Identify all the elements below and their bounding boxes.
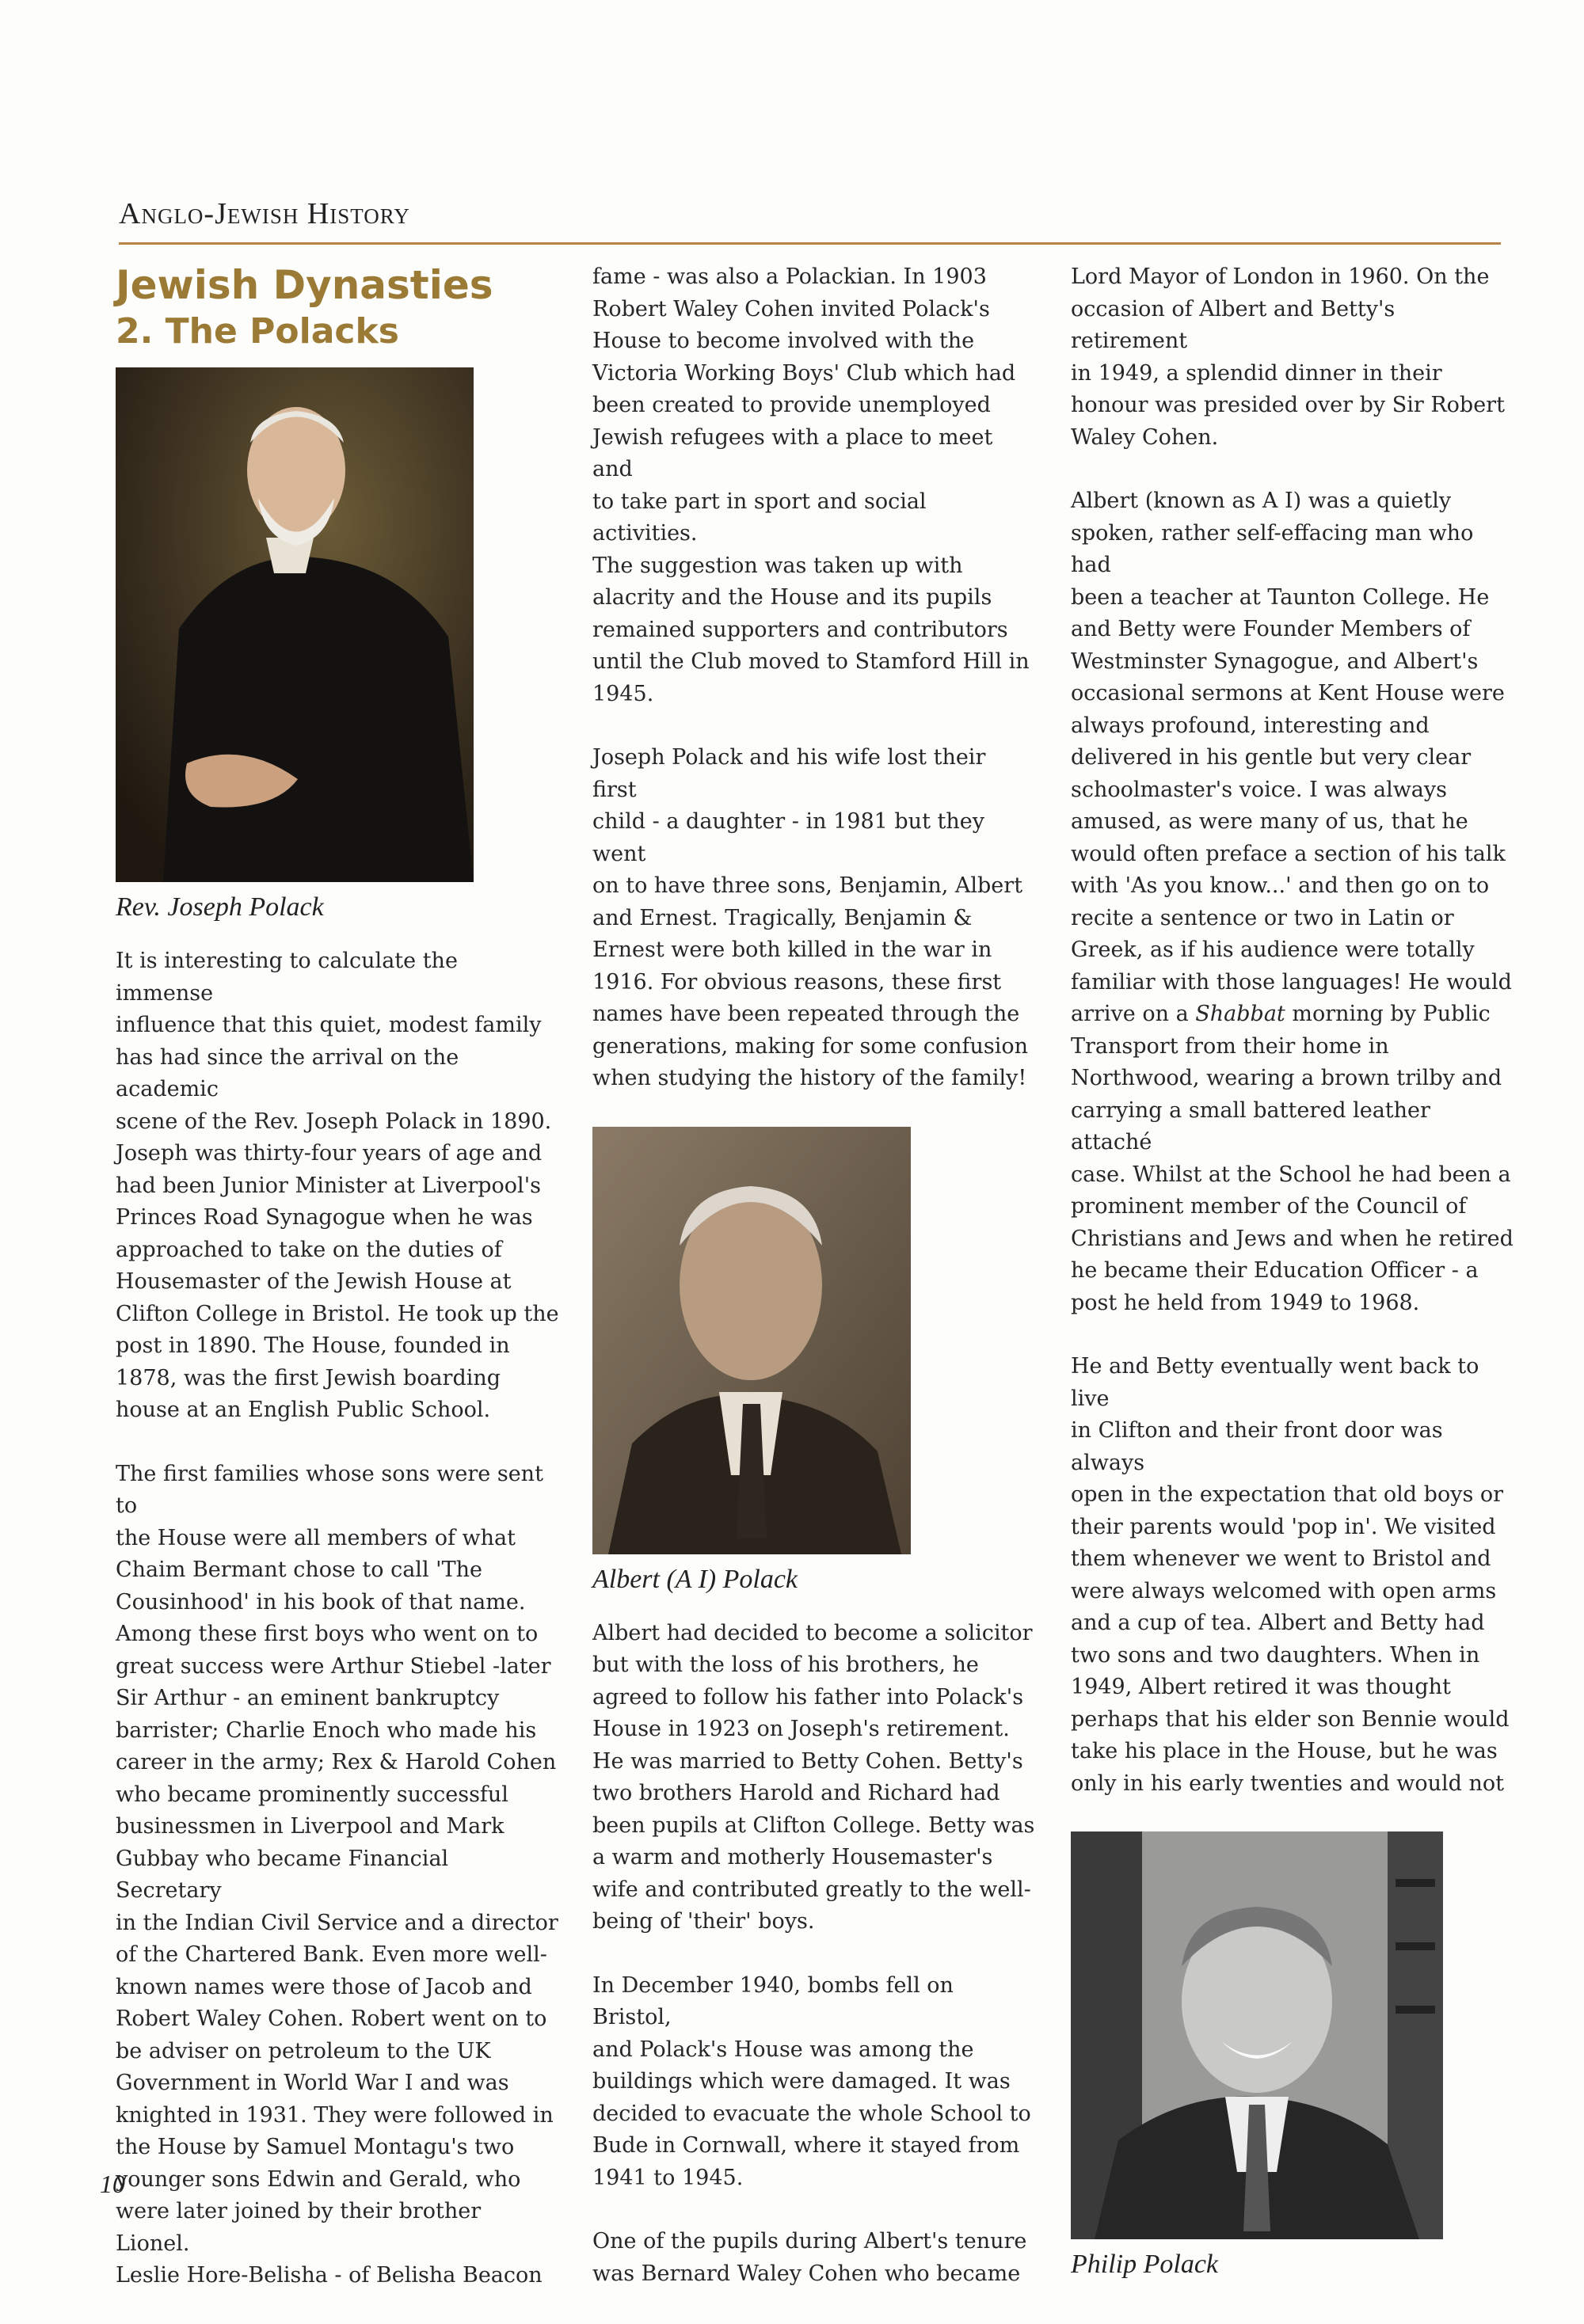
paragraph: In December 1940, bombs fell on Bristol, and Polack's House was among the buildings which were damaged. It was decided to evacuate the whole School to Bude in Cornwall, where it stayed from 1941 to 1945. (592, 1972, 1031, 2190)
column-2 (592, 261, 1036, 2322)
portrait-albert-polack (592, 1127, 911, 1554)
article-subtitle: 2. The Polacks (116, 311, 399, 352)
paragraph: One of the pupils during Albert's tenure was Bernard Waley Cohen who became (592, 2229, 1027, 2286)
caption-photo-2: Albert (A I) Polack (592, 1564, 798, 1594)
section-header: Anglo-Jewish History (119, 197, 410, 230)
caption-photo-1: Rev. Joseph Polack (116, 892, 324, 922)
paragraph: fame - was also a Polackian. In 1903 Robert Waley Cohen invited Polack's House to become involved with the Victoria Working Boys' Club which had been created to provide unemployed Jewish refugees with a place to meet and to take part in sport and social activities. The suggestion was taken up with alacrity and the House and its pupils remained supporters and contributors until the Club moved to Stamford Hill in 1945. (592, 264, 1030, 706)
paragraph: Albert had decided to become a solicitor but with the loss of his brothers, he agreed to follow his father into Polack's House in 1923 on Joseph's retirement. He was married to Betty Cohen. Betty's two brothers Harold and Richard had been pupils at Clifton College. Betty was a warm and motherly Housemaster's wife and contributed greatly to the well- being of 'their' boys. (592, 1620, 1035, 1934)
paragraph: Joseph Polack and his wife lost their first child - a daughter - in 1981 but they went on to have three sons, Benjamin, Albert and Ernest. Tragically, Benjamin & Ernest were both killed in the war in 1916. For obvious reasons, these first names have been repeated through the generations, making for some confusion when studying the history of the family! (592, 745, 1029, 1090)
italic-word: Shabbat (1195, 1002, 1285, 1026)
header-rule (119, 242, 1501, 245)
paragraph (1071, 485, 1514, 1319)
article-title: Jewish Dynasties (116, 262, 493, 308)
column-1 (116, 261, 559, 2324)
paragraph-text: morning by Public Transport from their home in Northwood, wearing a brown trilby and carrying a small battered leather attaché case. Whilst at the School he had been a prominent member of the Council of Christians and Jews and when he retired he became their Education Officer - a post he held from 1949 to 1968. (1071, 1002, 1514, 1315)
caption-photo-3: Philip Polack (1071, 2250, 1219, 2279)
paragraph: Lord Mayor of London in 1960. On the occasion of Albert and Betty's retirement in 1949, a splendid dinner in their honour was presided over by Sir Robert Waley Cohen. (1071, 264, 1505, 450)
portrait-philip-polack (1071, 1831, 1443, 2239)
column-3 (1071, 261, 1514, 2303)
page-number: 10 (100, 2170, 125, 2198)
paragraph: The first families whose sons were sent to the House were all members of what Chaim Bermant chose to call 'The Cousinhood' in his book of that name. Among these first boys who went on to great success were Arthur Stiebel -later Sir Arthur - an eminent bankruptcy barrister; Charlie Enoch who made his career in the army; Rex & Harold Cohen who became prominently successful businessmen in Liverpool and Mark Gubbay who became Financial Secretary in the Indian Civil Service and a director of the Chartered Bank. Even more well- known names were those of Jacob and Robert Waley Cohen. Robert went on to be adviser on petroleum to the UK Government in World War I and was knighted in 1931. They were followed in the House by Samuel Montagu's two younger sons Edwin and Gerald, who were later joined by their brother Lionel. Leslie Hore-Belisha - of Belisha Beacon (116, 1461, 558, 2288)
portrait-rev-joseph-polack (116, 367, 474, 882)
paragraph: It is interesting to calculate the immense influence that this quiet, modest family has had since the arrival on the academic scene of the Rev. Joseph Polack in 1890. Joseph was thirty-four years of age and had been Junior Minister at Liverpool's Princes Road Synagogue when he was approached to take on the duties of Housemaster of the Jewish House at Clifton College in Bristol. He took up the post in 1890. The House, founded in 1878, was the first Jewish boarding house at an English Public School. (116, 949, 559, 1422)
paragraph: He and Betty eventually went back to live in Clifton and their front door was always open in the expectation that old boys or their parents would 'pop in'. We visited them whenever we went to Bristol and were always welcomed with open arms and a cup of tea. Albert and Betty had two sons and two daughters. When in 1949, Albert retired it was thought perhaps that his elder son Bennie would take his place in the House, but he was only in his early twenties and would not (1071, 1354, 1510, 1796)
paragraph-text: Albert (known as A I) was a quietly spoken, rather self-effacing man who had been a teacher at Taunton College. He and Betty were Founder Members of Westminster Synagogue, and Albert's occasional sermons at Kent House were always profound, interesting and delivered in his gentle but very clear schoolmaster's voice. I was always amused, as were many of us, that he would often preface a section of his talk with 'As you know...' and then go on to recite a sentence or two in Latin or Greek, as if his audience were totally familiar with those languages! He would arrive on a (1071, 489, 1512, 1026)
